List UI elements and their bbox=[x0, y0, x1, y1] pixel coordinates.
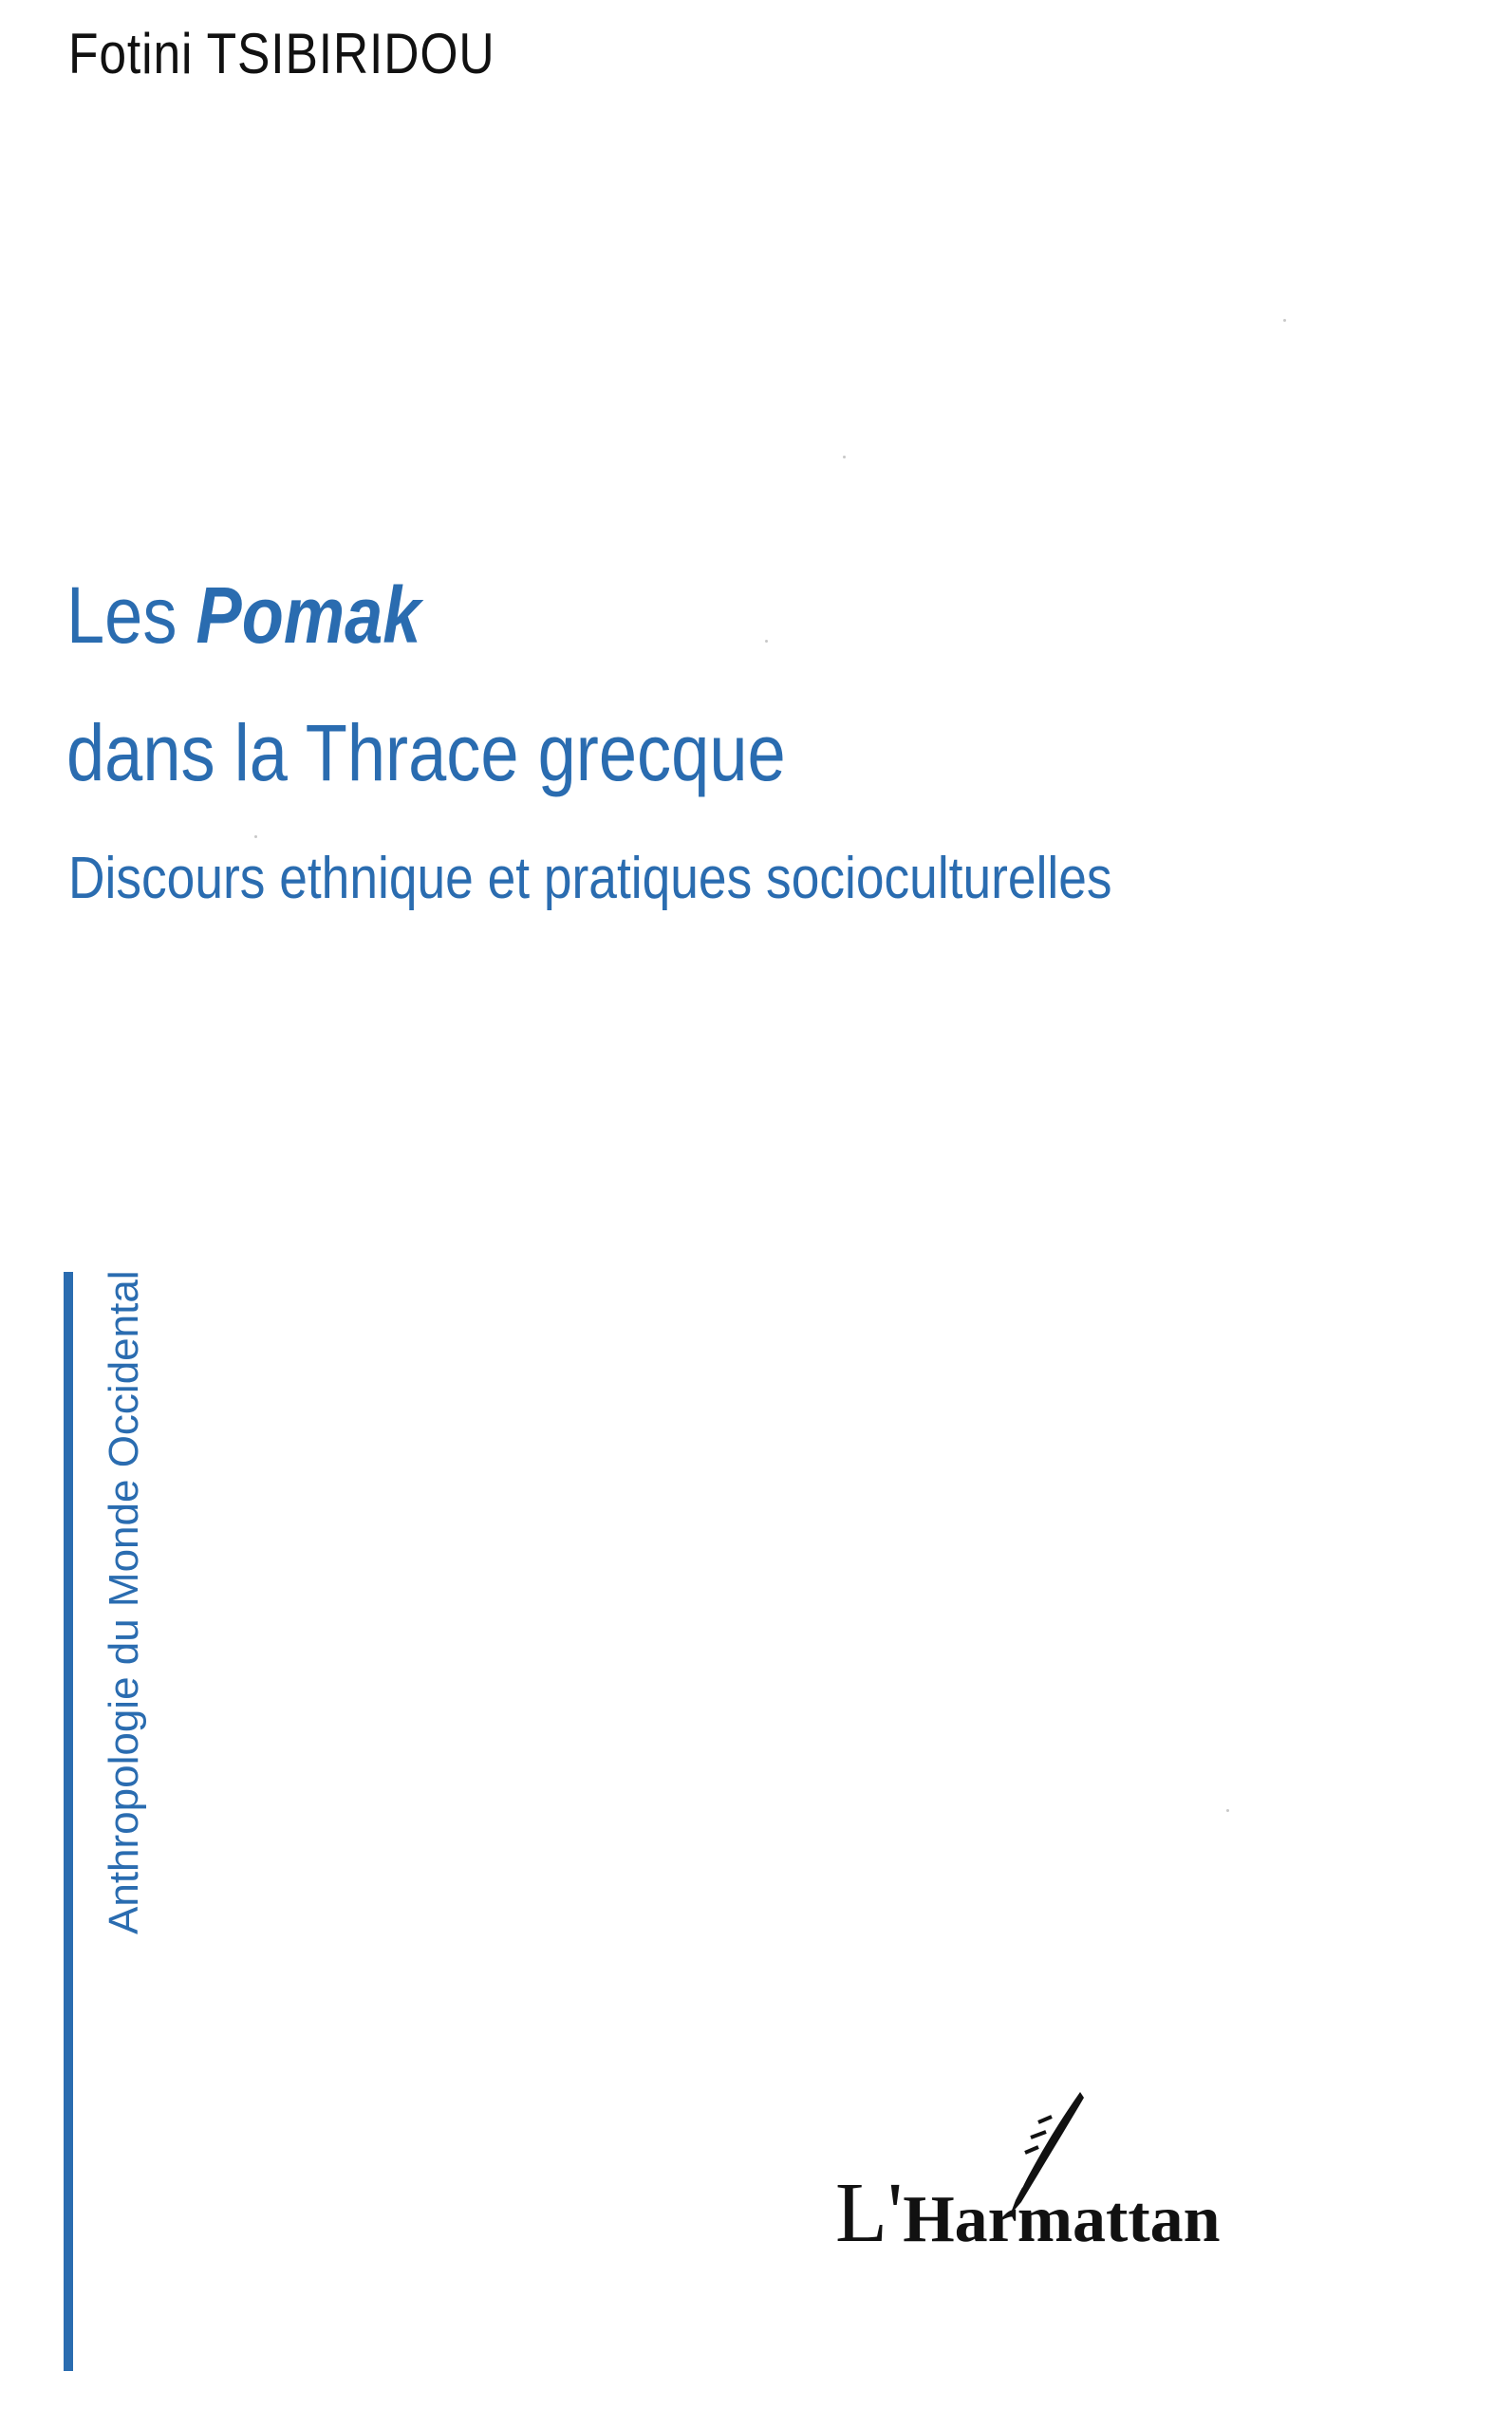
publisher-name bbox=[835, 2164, 1221, 2262]
series-accent-bar bbox=[64, 1272, 73, 2371]
title-emphasis: Pomak bbox=[196, 570, 421, 660]
series-name: Anthropologie du Monde Occidental bbox=[101, 1270, 147, 1934]
publisher-name-prefix: L' bbox=[835, 2166, 904, 2260]
publisher-logo bbox=[835, 2088, 1310, 2278]
scan-speck bbox=[843, 456, 846, 458]
author-name: Fotini TSIBIRIDOU bbox=[68, 22, 495, 85]
scan-speck bbox=[1226, 1809, 1229, 1812]
publisher-name-main: Harmattan bbox=[903, 2183, 1221, 2256]
title-prefix: Les bbox=[66, 570, 177, 660]
subtitle: Discours ethnique et pratiques socioculturelles bbox=[68, 846, 1112, 911]
scan-speck bbox=[1283, 319, 1286, 322]
scan-speck bbox=[254, 835, 257, 838]
title-line-2: dans la Thrace grecque bbox=[66, 708, 786, 797]
title-line-1 bbox=[66, 570, 420, 662]
scan-speck bbox=[765, 640, 768, 643]
